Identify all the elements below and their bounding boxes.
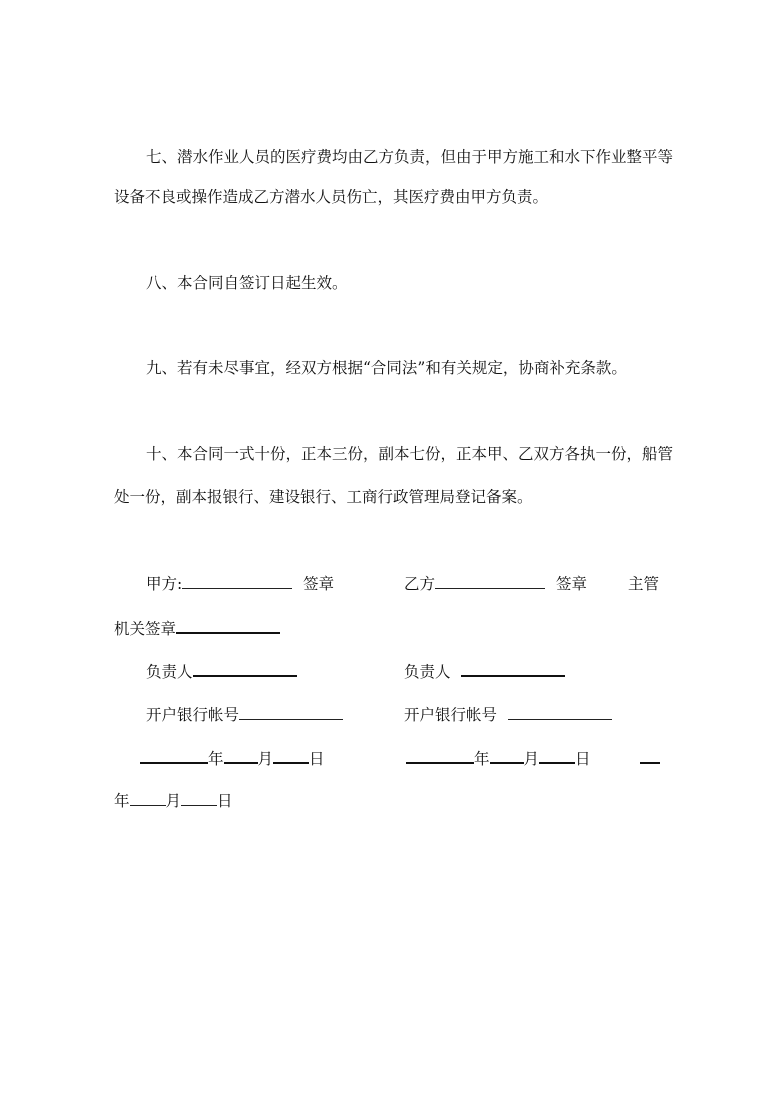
authority-row — [114, 618, 280, 639]
date-a-month-label: 月 — [257, 750, 274, 768]
date-a-day-label: 日 — [309, 750, 325, 768]
party-b-seal-label: 签章 — [555, 575, 587, 593]
date-c-day-label: 日 — [217, 792, 233, 810]
clause-7-line-2: 设备不良或操作造成乙方潜水人员伤亡，其医疗费由甲方负责。 — [114, 188, 549, 206]
bank-account-b-blank — [508, 705, 612, 720]
date-c-month-blank — [130, 791, 166, 806]
authority-label-part1: 主管 — [628, 575, 660, 593]
date-a-year-label: 年 — [208, 750, 224, 768]
date-a-day-blank — [273, 748, 309, 764]
date-b-year-label: 年 — [474, 750, 490, 768]
clause-7-line-1: 七、潜水作业人员的医疗费均由乙方负责，但由于甲方施工和水下作业整平等 — [146, 148, 674, 166]
date-a-year-blank — [140, 748, 208, 764]
bank-account-b-label: 开户银行帐号 — [404, 706, 498, 724]
clause-10-line-1: 十、本合同一式十份，正本三份，副本七份，正本甲、乙双方各执一份，船管 — [146, 445, 674, 463]
date-a-month-blank — [224, 748, 258, 764]
date-c-row — [114, 791, 233, 811]
authority-blank — [176, 618, 280, 634]
date-c-day-blank — [181, 791, 217, 806]
bank-account-a-blank — [239, 705, 343, 720]
bank-account-b-row — [404, 705, 612, 725]
date-b-year-blank — [406, 748, 474, 764]
date-b-day-blank — [539, 748, 575, 764]
clause-8: 八、本合同自签订日起生效。 — [146, 274, 348, 292]
responsible-a-label: 负责人 — [146, 663, 193, 681]
party-b-blank — [435, 574, 545, 589]
authority-label-part2: 机关签章 — [114, 620, 177, 638]
clause-10-line-2: 处一份，副本报银行、建设银行、工商行政管理局登记备案。 — [114, 488, 533, 506]
responsible-b-row — [404, 661, 565, 682]
date-a-row — [140, 748, 325, 769]
party-a-seal-label: 签章 — [303, 575, 335, 593]
date-c-year-label: 年 — [114, 792, 130, 810]
responsible-a-blank — [193, 661, 297, 677]
party-a-label: 甲方: — [146, 575, 183, 593]
date-b-day-label: 日 — [575, 750, 591, 768]
date-c-month-label: 月 — [165, 792, 182, 810]
date-b-month-label: 月 — [523, 750, 540, 768]
date-b-row — [406, 748, 591, 769]
responsible-a-row — [146, 661, 297, 682]
party-b-label: 乙方 — [404, 575, 436, 593]
party-b-row — [404, 574, 587, 594]
responsible-b-blank — [461, 661, 565, 677]
responsible-b-label: 负责人 — [404, 663, 451, 681]
date-c-year-blank-start — [640, 748, 660, 769]
party-a-row — [146, 574, 334, 594]
bank-account-a-label: 开户银行帐号 — [146, 706, 240, 724]
party-a-blank — [182, 574, 292, 589]
date-c-year-blank — [640, 748, 660, 764]
clause-9: 九、若有未尽事宜，经双方根据“合同法”和有关规定，协商补充条款。 — [146, 359, 627, 377]
date-b-month-blank — [490, 748, 524, 764]
bank-account-a-row — [146, 705, 343, 725]
